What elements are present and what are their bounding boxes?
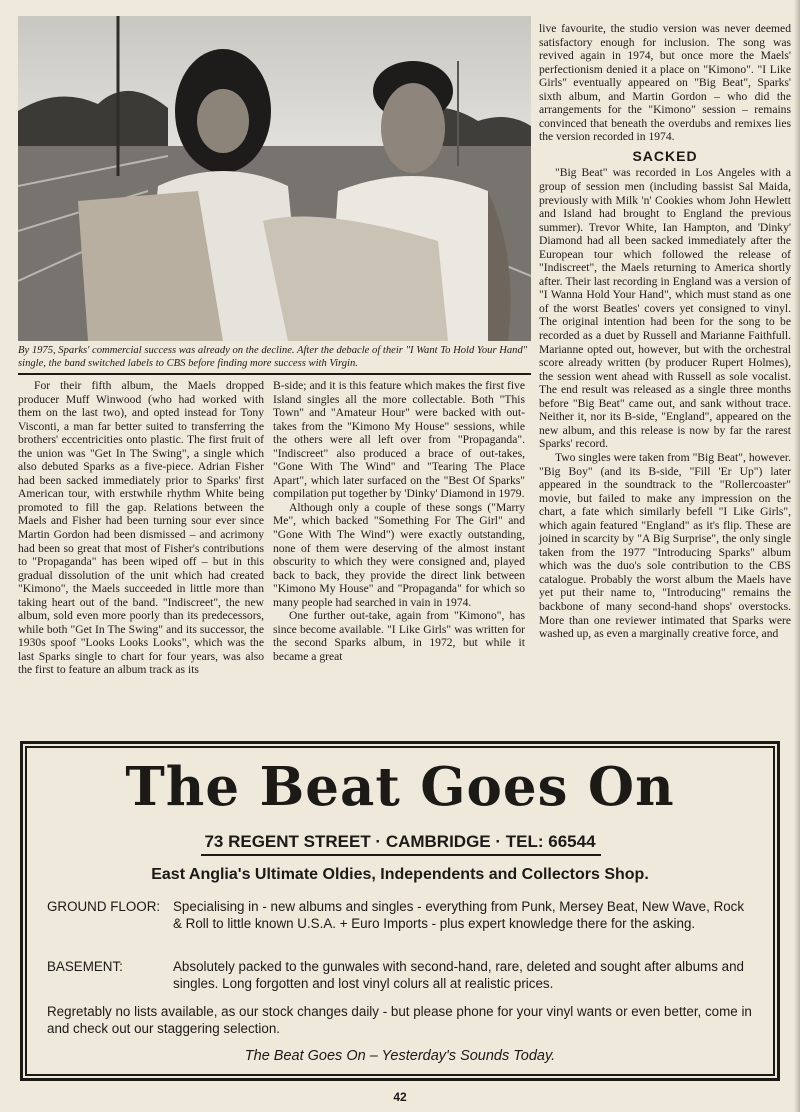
ad-divider (201, 854, 601, 856)
shop-advertisement (20, 741, 780, 1081)
article-column-1 (18, 379, 264, 677)
ad-note: Regretably no lists available, as our stock changes daily - but please phone for your vinyl wants or even better, come in and check out our staggering selection. (47, 1004, 752, 1036)
band-photo (18, 16, 531, 341)
ground-floor-label: GROUND FLOOR: (47, 899, 161, 914)
ad-slogan: The Beat Goes On – Yesterday's Sounds Today. (244, 1048, 556, 1064)
basement-label: BASEMENT: (47, 959, 123, 974)
article-paragraph: One further out-take, again from "Kimono", has since become available. "I Like Girls" was written for the second Sparks album, in 1972, but while it became a great (273, 609, 525, 663)
caption-divider (18, 373, 531, 375)
ground-floor-text: Specialising in - new albums and singles - everything from Punk, Mersey Beat, New Wave, Rock & Roll to little known U.S.A. + Euro Imports - plus expert knowledge there for the asking. (173, 899, 745, 931)
page-edge-shadow (794, 0, 800, 1112)
photo-caption: By 1975, Sparks' commercial success was already on the decline. After the debacle of their "I Want To Hold Your Hand" single, the band switched labels to CBS before finding more success with Virgin. (18, 345, 528, 369)
article-paragraph: B-side; and it is this feature which makes the first five Island singles all the more collectable. Both "This Town" and "Amateur Hour" were backed with out-takes from the "Kimono My House" sessions, while the others were all left over from "Propaganda". "Indiscreet" also produced a brace of out-takes, "Gone With The Wind" and "Tearing The Place Apart", which later surfaced on the "Best Of Sparks" compilation put together by 'Dinky' Diamond in 1979. (273, 379, 525, 501)
article-paragraph: live favourite, the studio version was never deemed satisfactory enough for inclusion. The song was revived again in 1974, but once more the Maels' perfectionism denied it a place on "Kimono". "I Like Girls" eventually appeared on "Big Beat", Sparks' sixth album, and Martin Gordon – who did the arrangements for the "Kimono" session – remains convinced that beneath the overdubs and remixes lies the version recorded in 1974. (539, 22, 791, 144)
ad-address: 73 REGENT STREET · CAMBRIDGE · TEL: 66544 (204, 832, 596, 851)
ad-tagline: East Anglia's Ultimate Oldies, Independents and Collectors Shop. (151, 866, 649, 883)
article-paragraph: For their fifth album, the Maels dropped producer Muff Winwood (who had worked with them on the last two), and opted instead for Tony Visconti, a man far better suited to transferring the brothers' eccentricities onto plastic. The first fruit of the union was "Get In The Swing", a single which also debuted Sparks as a five-piece. Adrian Fisher had been sacked immediately prior to Sparks' first American tour, with erstwhile rhythm White being promoted to fill the gap. Relations between the Maels and Fisher had been turning sour ever since Martin Gordon had been dismissed – and acrimony had been so great that most of Fisher's contributions to "Propaganda" has been wiped off – but in this gradual dissolution of the unit which had created "Kimono", the Maels succeeded in little more than taking heart out of the band. "Indiscreet", the new album, sold even more poorly than its predecessors, while both "Get In The Swing" and its successor, the 1930s spoof "Looks Looks Looks", which was the last Sparks single to chart for four years, was also the first to feature an album track as its (18, 379, 264, 677)
article-paragraph: Although only a couple of these songs ("Marry Me", which backed "Something For The Girl" and "Gone With The Wind") were exactly outstanding, none of them were deserving of the almost instant obscurity to which they were consigned and, played back to back, they provide the direct link between "Kimono My House" and "Propaganda" for which so many people had searched in vain in 1974. (273, 500, 525, 609)
article-column-2 (273, 379, 525, 663)
article-paragraph: "Big Beat" was recorded in Los Angeles with a group of session men (including bassist Sal Maida, previously with Milk 'n' Cookies whom John Hewlett and Island had brought to England the previous summer). Trevor White, Ian Hampton, and 'Dinky' Diamond had all been sacked immediately after the European tour which followed the release of "Indiscreet", the Maels returning to America shortly after. Their last recording in England was a version of "I Wanna Hold Your Hand", which must stand as one of the worst Beatles' covers yet consigned to vinyl. The original intention had been for the song to be recorded as a duet by Russell and Marianne Faithfull. Marianne opted out, however, but with the orchestral score already written (by producer Rupert Holmes), the session went ahead with Russell as sole vocalist. The end result was released as a single three months before "Big Beat" came out, and sank without trace. Neither it, nor its B-side, "England", appeared on the new album, and this release is now by far the rarest Sparks' record. (539, 166, 791, 451)
basement-text: Absolutely packed to the gunwales with second-hand, rare, deleted and sought after albums and singles. Long forgotten and lost vinyl colurs all at realistic prices. (173, 959, 744, 991)
band-photo-image (18, 16, 531, 341)
ad-title: The Beat Goes On (125, 756, 675, 818)
page-number: 42 (393, 1090, 407, 1104)
article-paragraph: Two singles were taken from "Big Beat", however. "Big Boy" (and its B-side, "Fill 'Er Up") later appeared in the soundtrack to the "Rollercoaster" movie, but failed to make any impression on the chart, a fate which similarly befell "I Like Girls", which again featured "England" as it's flip. These are joined in scarcity by "A Big Surprise", the only single taken from the 1977 "Introducing Sparks" album which was the duo's sole contribution to the CBS catalogue. Probably the worst album the Maels have yet put their name to, "Introducing" remains the backbone of many second-hand shops' overstocks. More than one reviewer intimated that Sparks were washed up, as even a marginally creative force, and (539, 450, 791, 641)
section-subhead: SACKED (632, 147, 698, 164)
article-column-3 (539, 22, 791, 641)
